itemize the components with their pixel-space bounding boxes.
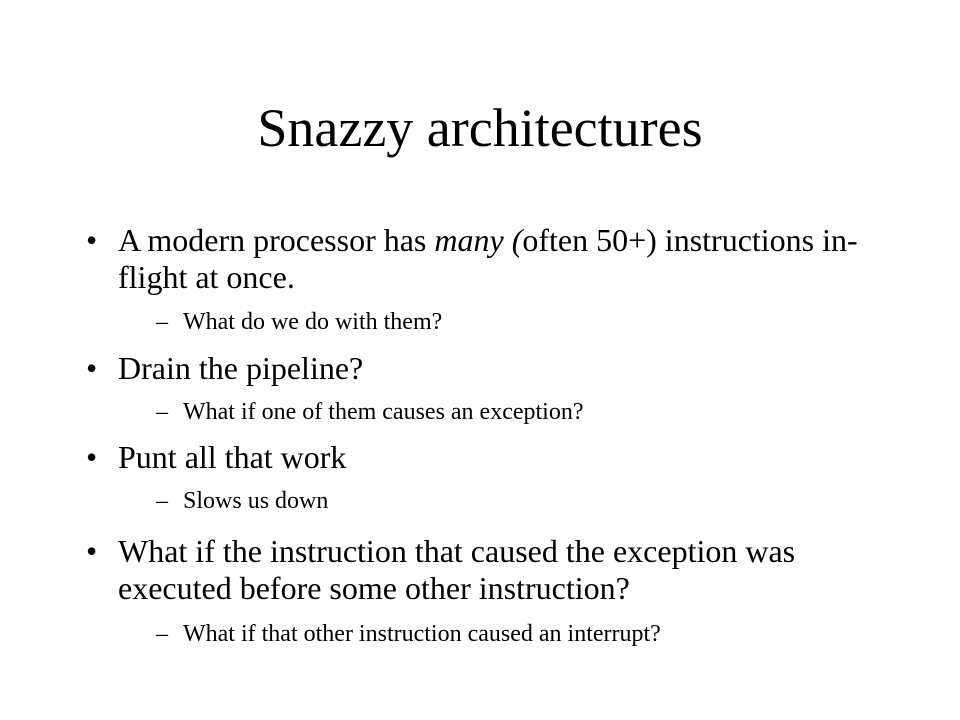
sub-marker: – [156,488,168,514]
bullet-marker: • [86,222,98,258]
bullet-marker: • [86,350,98,386]
sub-marker: – [156,621,168,647]
bullet-1 [86,222,886,296]
bullet-1-text-part1: A modern processor has [118,222,435,258]
bullet-1-text-part2: often 50+) instructions in-flight at once. [118,222,858,295]
sub-bullet-4-text: What if that other instruction caused an interrupt? [183,621,661,647]
bullet-2-text: Drain the pipeline? [118,350,364,386]
sub-bullet-3 [156,487,883,515]
bullet-1-emphasis: many ( [434,222,523,258]
bullet-4 [86,533,886,607]
bullet-3 [86,439,886,476]
sub-bullet-1 [156,308,883,336]
slide-title: Snazzy architectures [257,98,703,158]
sub-bullet-2 [156,398,883,426]
sub-bullet-4 [156,620,883,648]
bullet-1-text [118,222,886,296]
sub-bullet-1-text: What do we do with them? [183,309,443,335]
sub-bullet-3-text: Slows us down [183,488,329,514]
bullet-4-text: What if the instruction that caused the exception was executed before some other instruction? [118,533,796,606]
sub-bullet-2-text: What if one of them causes an exception? [183,399,584,425]
bullet-2 [86,350,886,387]
sub-marker: – [156,399,168,425]
bullet-3-text: Punt all that work [118,439,347,475]
bullet-marker: • [86,439,98,475]
bullet-marker: • [86,533,98,569]
sub-marker: – [156,309,168,335]
